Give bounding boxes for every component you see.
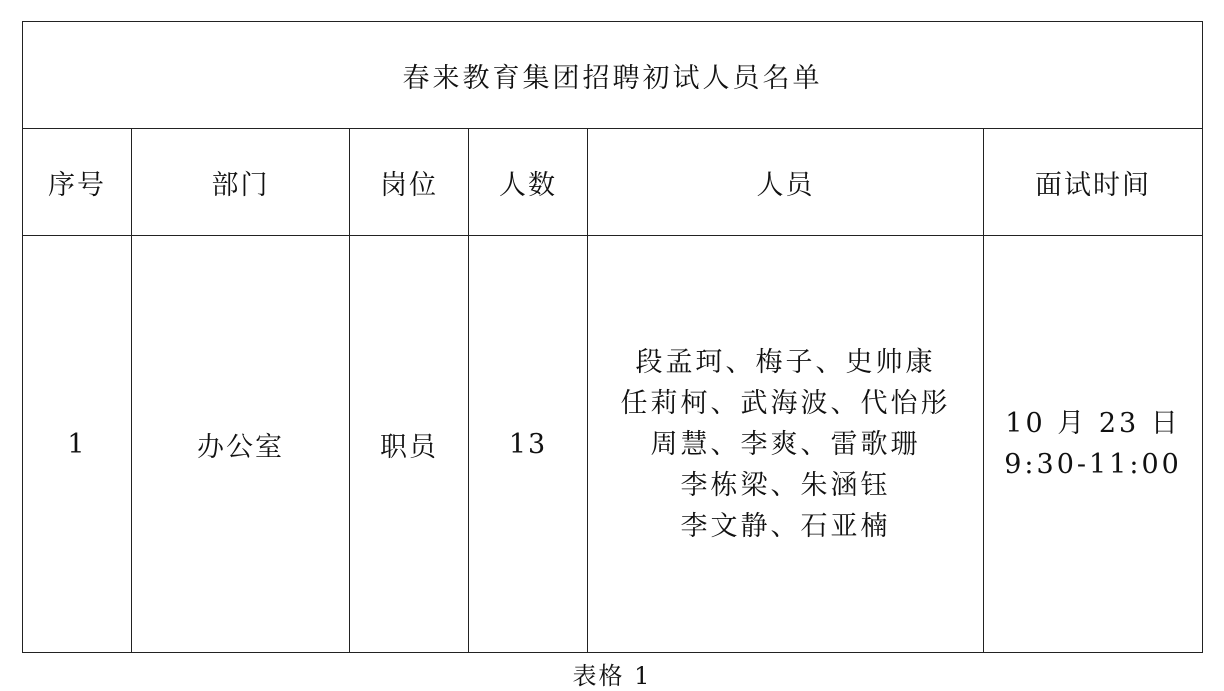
people-line: 周慧、李爽、雷歌珊 xyxy=(650,428,921,460)
header-position: 岗位 xyxy=(350,129,469,236)
header-count: 人数 xyxy=(469,129,588,236)
time-date: 10 月 23 日 xyxy=(1005,408,1181,439)
cell-index: 1 xyxy=(23,236,132,653)
table-row xyxy=(23,236,1203,653)
table-title: 春来教育集团招聘初试人员名单 xyxy=(23,22,1203,129)
header-department: 部门 xyxy=(132,129,350,236)
header-people: 人员 xyxy=(588,129,984,236)
header-index: 序号 xyxy=(23,129,132,236)
people-line: 任莉柯、武海波、代怡彤 xyxy=(620,387,951,419)
time-range: 9:30-11:00 xyxy=(1004,449,1182,480)
cell-department: 办公室 xyxy=(132,236,350,653)
header-row xyxy=(23,129,1203,236)
header-time: 面试时间 xyxy=(984,129,1203,236)
cell-people xyxy=(588,236,984,653)
title-row xyxy=(23,22,1203,129)
recruitment-table xyxy=(22,21,1203,653)
table-caption: 表格 1 xyxy=(572,662,652,690)
cell-time xyxy=(984,236,1203,653)
people-line: 段孟珂、梅子、史帅康 xyxy=(635,346,936,378)
people-line: 李栋梁、朱涵钰 xyxy=(680,469,891,501)
cell-position: 职员 xyxy=(350,236,469,653)
people-line: 李文静、石亚楠 xyxy=(680,510,891,542)
cell-count: 13 xyxy=(469,236,588,653)
